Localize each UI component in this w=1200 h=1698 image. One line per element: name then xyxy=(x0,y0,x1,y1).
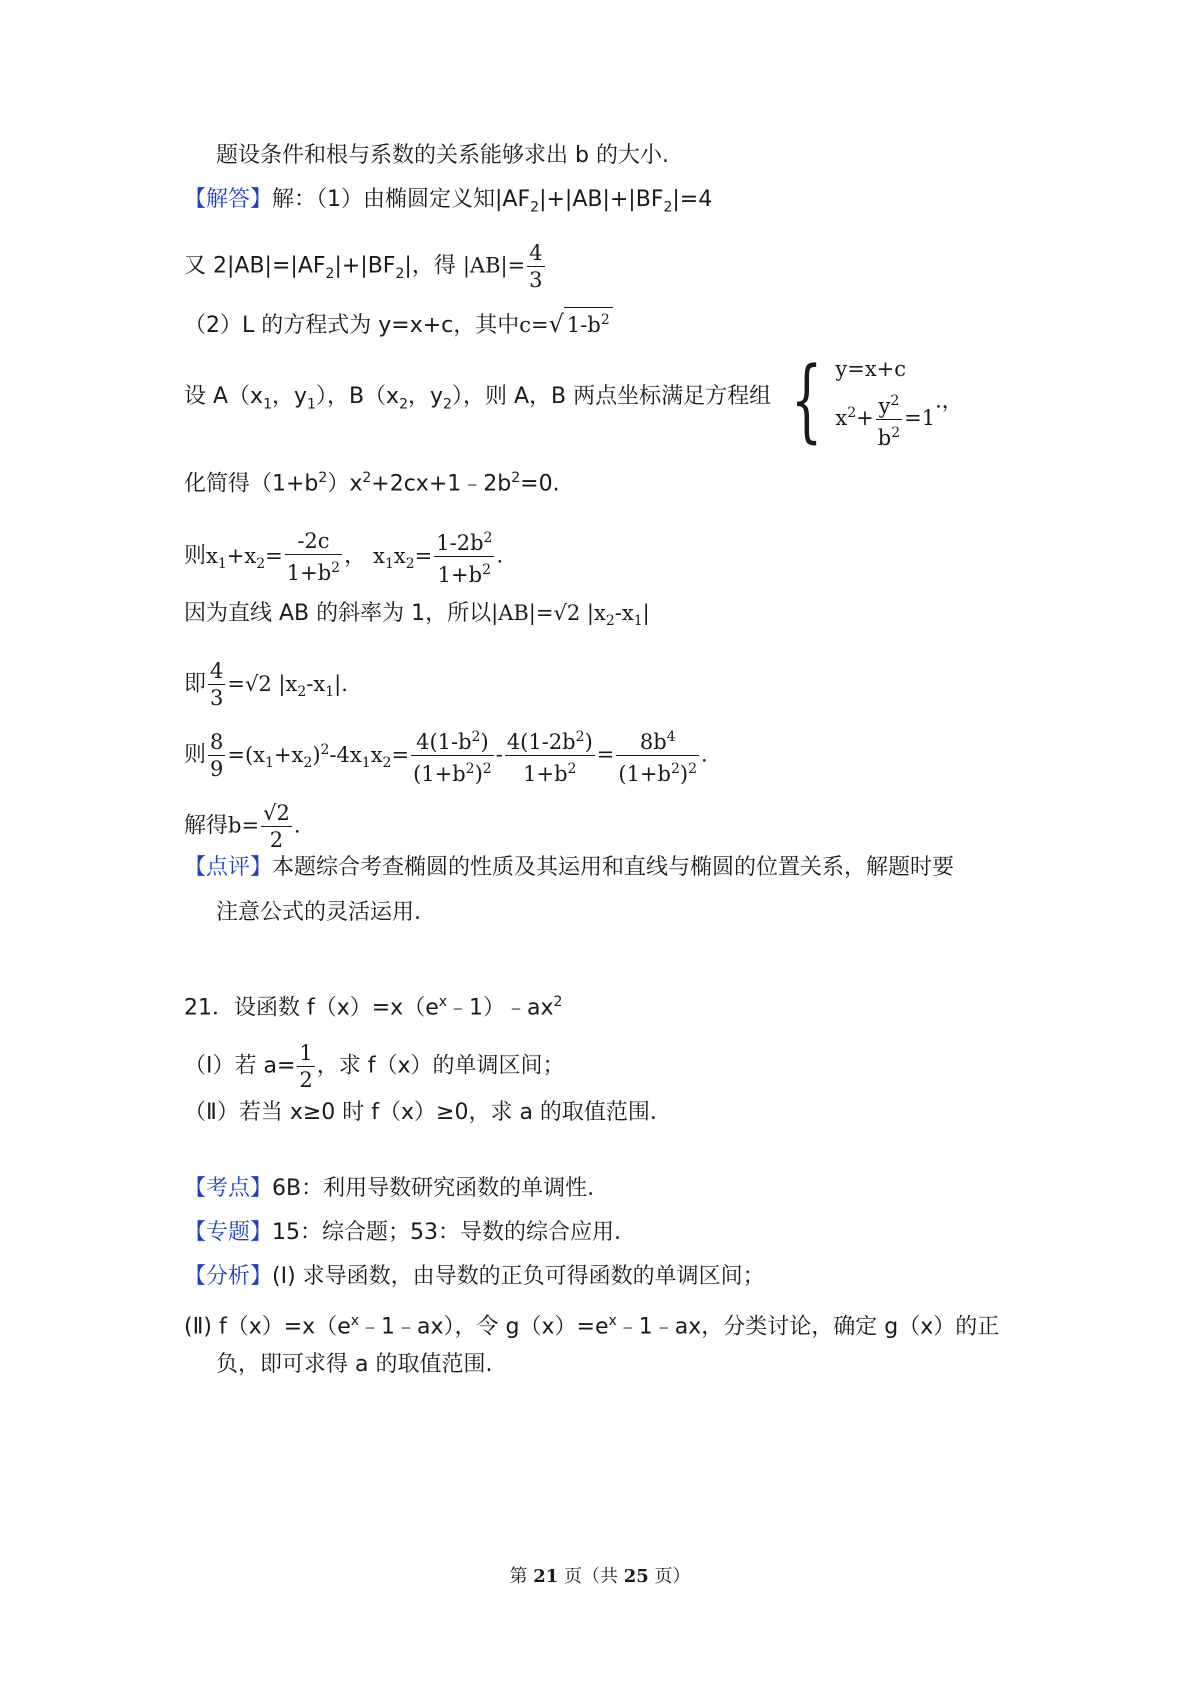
topic-line: 【专题】15：综合题；53：导数的综合应用. xyxy=(184,1220,621,1245)
text-line-1: 题设条件和根与系数的关系能够求出 b 的大小. xyxy=(216,143,669,168)
analysis-line-2: (Ⅱ) $f(x)=x(e^x﹣1﹣ax)$，令 $g(x)=e^x﹣1﹣ax$，分类讨论，确定 g（x）的正 xyxy=(184,1313,1000,1340)
current-page: 21 xyxy=(533,1566,559,1587)
knowledge-point-tag: 【考点】 xyxy=(184,1176,273,1201)
text-line-2: 【解答】解：（1）由椭圆定义知$|AF_2|+|AB|+|BF_2|=4$ xyxy=(184,187,713,216)
solution-tag: 【解答】 xyxy=(184,187,273,212)
page-footer: 第 21 页（共 25 页） xyxy=(509,1566,691,1587)
text-line-5: 设 $A(x_1$，$y_1$），$B(x_2$，$y_2$），则 A，B 两点坐标满足方程组 { y=x+c $x^2+$ $\frac{y^2}{b^2}$ =1 .， xyxy=(184,347,963,453)
text-line-3: 又 $2|AB|=|AF_2|+|BF_2|$，得 |AB|= $\frac{4}{3}$ xyxy=(184,241,543,292)
comment-tag: 【点评】 xyxy=(184,855,273,880)
analysis-tag: 【分析】 xyxy=(184,1264,273,1289)
analysis-line: 【分析】(Ⅰ) 求导函数，由导数的正负可得函数的单调区间； xyxy=(184,1264,765,1289)
text-line-12: 【点评】本题综合考查椭圆的性质及其运用和直线与椭圆的位置关系，解题时要 xyxy=(184,855,955,880)
text-line-7: 则$x_1+x_2=$ $\frac{-2c}{1+b^2}$ ， $x_1x_2=$ $\frac{1-2b^2}{1+b^2}$ . xyxy=(184,525,503,588)
text-line-4: （2）L 的方程式为 y=x+c，其中c=√ $1-b^2$ xyxy=(184,307,613,341)
question-21-part-1: （Ⅰ）若 a= $\frac{1}{2}$ ，求 f（x）的单调区间； xyxy=(184,1041,565,1092)
text-line-11: 解得b= $\frac{√2}{2}$ . xyxy=(184,801,301,852)
text-line-10: 则 $\frac{8}{9}$ $=(x_1+x_2)^2-4x_1x_2=$ $\frac{4(1-b^2)}{(1+b^2)^2}$ - $\frac{4(1-2b^2)}{1+b^2}$ = $\frac{8b^4}{(1+b^2)^2}$ . xyxy=(184,724,708,787)
analysis-line-3: 负，即可求得 a 的取值范围. xyxy=(216,1352,493,1377)
question-21: 21．设函数 $f(x)=x(e^x﹣1)﹣ax^2$ xyxy=(184,994,563,1021)
topic-tag: 【专题】 xyxy=(184,1220,273,1245)
text-line-6: 化简得$(1+b^2)x^2+2cx+1﹣2b^2=0$. xyxy=(184,470,560,497)
text-line-9: 即 $\frac{4}{3}$ =√2 $|x_2-x_1|$. xyxy=(184,659,348,710)
text-line-13: 注意公式的灵活运用. xyxy=(216,900,421,925)
total-pages: 25 xyxy=(623,1566,649,1587)
question-21-part-2: （Ⅱ）若当 x≥0 时 f（x）≥0，求 a 的取值范围. xyxy=(184,1100,657,1125)
text-line-8: 因为直线 AB 的斜率为 1，所以|AB|=√2 $|x_2-x_1|$ xyxy=(184,601,650,630)
knowledge-point-line: 【考点】6B：利用导数研究函数的单调性. xyxy=(184,1176,595,1201)
